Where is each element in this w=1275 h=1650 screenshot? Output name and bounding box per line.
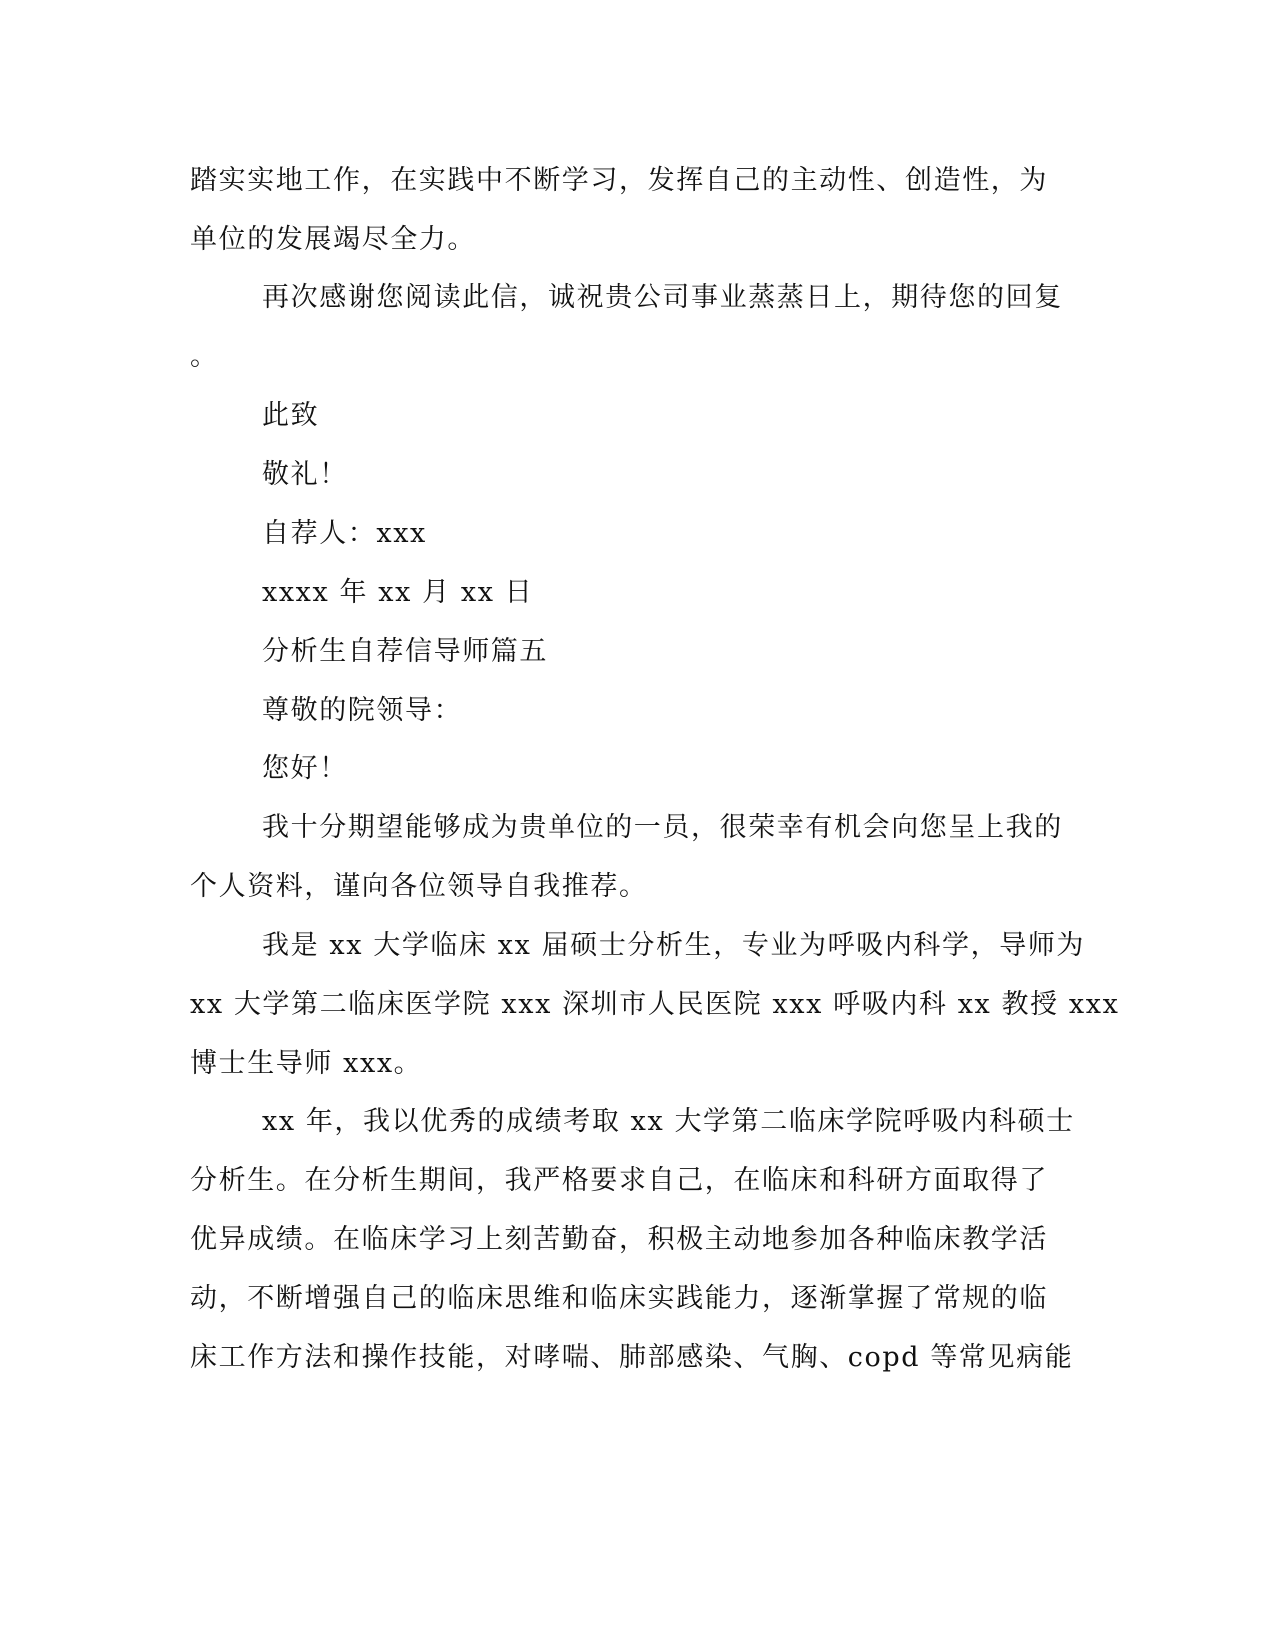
text-line: xx 大学第二临床医学院 xxx 深圳市人民医院 xxx 呼吸内科 xx 教授 xxx <box>190 989 1120 1020</box>
text-line: 再次感谢您阅读此信，诚祝贵公司事业蒸蒸日上，期待您的回复 <box>262 282 1063 313</box>
salutation: 尊敬的院领导： <box>262 695 463 726</box>
text-line: 我十分期望能够成为贵单位的一员，很荣幸有机会向您呈上我的 <box>262 812 1063 843</box>
closing-line: 敬礼！ <box>262 459 348 490</box>
text-line: 个人资料，谨向各位领导自我推荐。 <box>190 871 648 902</box>
text-line: 。 <box>190 341 219 372</box>
signature-line: 自荐人：xxx <box>262 518 427 549</box>
text-line: 踏实实地工作，在实践中不断学习，发挥自己的主动性、创造性，为 <box>190 165 1048 196</box>
text-line: 单位的发展竭尽全力。 <box>190 224 476 255</box>
date-line: xxxx 年 xx 月 xx 日 <box>262 577 534 608</box>
text-line: 博士生导师 xxx。 <box>190 1048 423 1079</box>
text-line: 床工作方法和操作技能，对哮喘、肺部感染、气胸、copd 等常见病能 <box>190 1342 1074 1373</box>
text-line: 分析生。在分析生期间，我严格要求自己，在临床和科研方面取得了 <box>190 1165 1048 1196</box>
text-line: xx 年，我以优秀的成绩考取 xx 大学第二临床学院呼吸内科硕士 <box>262 1106 1075 1137</box>
text-line: 我是 xx 大学临床 xx 届硕士分析生，专业为呼吸内科学，导师为 <box>262 930 1086 961</box>
greeting: 您好！ <box>262 753 348 784</box>
text-line: 动，不断增强自己的临床思维和临床实践能力，逐渐掌握了常规的临 <box>190 1283 1048 1314</box>
section-title: 分析生自荐信导师篇五 <box>262 636 548 667</box>
text-line: 优异成绩。在临床学习上刻苦勤奋，积极主动地参加各种临床教学活 <box>190 1224 1048 1255</box>
closing-line: 此致 <box>262 400 320 431</box>
